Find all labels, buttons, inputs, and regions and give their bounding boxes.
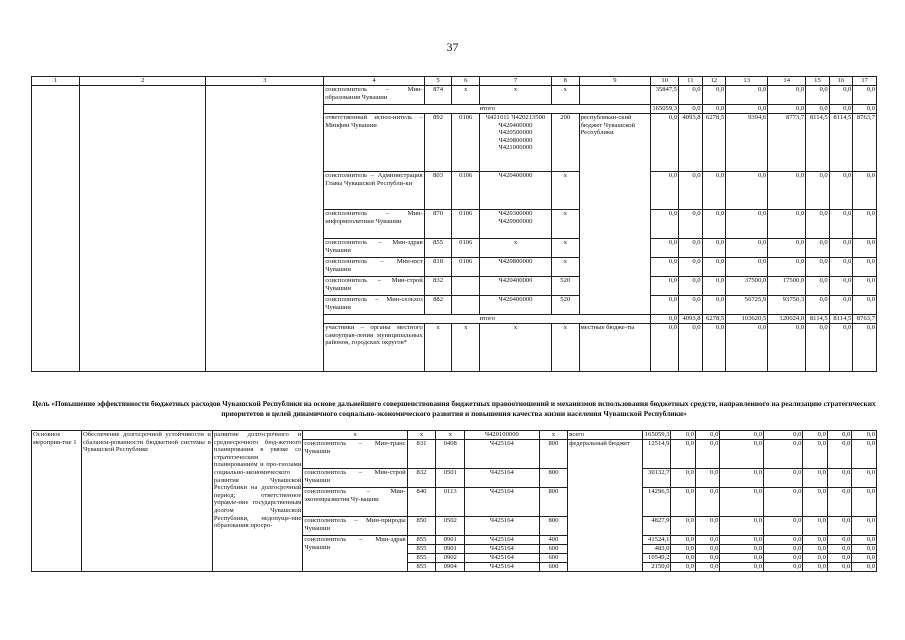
budget-table-bottom xyxy=(31,430,877,572)
amount-cell: 0,0 xyxy=(702,105,726,114)
amount-cell: 0,0 xyxy=(806,324,830,372)
amount-cell: 0,0 xyxy=(695,536,719,545)
amount-cell: 0,0 xyxy=(806,239,830,258)
gr-code-cell: 832 xyxy=(424,277,452,296)
amount-cell: 0,0 xyxy=(651,172,679,210)
section-code-cell: 0106 xyxy=(452,258,480,277)
gr-code-cell: 855 xyxy=(407,536,436,545)
expense-code-cell: 200 xyxy=(551,114,579,172)
amount-cell: 8114,5 xyxy=(806,315,830,324)
executor-cell: соисполнитель – Мин-природы Чувашии xyxy=(303,517,407,536)
amount-cell: 0,0 xyxy=(671,536,695,545)
amount-cell: 0,0 xyxy=(829,277,853,296)
amount-cell: 4093,8 xyxy=(679,114,703,172)
column-number-cell: 4 xyxy=(324,77,424,86)
column-number-cell: 3 xyxy=(206,77,324,86)
amount-cell: 120024,0 xyxy=(768,315,806,324)
expense-code-cell: x xyxy=(551,258,579,277)
section-code-cell: 0901 xyxy=(436,545,465,554)
amount-cell: 0,0 xyxy=(768,172,806,210)
amount-cell: 165059,3 xyxy=(642,431,671,440)
section-code-cell xyxy=(452,296,480,315)
amount-cell: 0,0 xyxy=(852,545,877,554)
amount-cell: 0,0 xyxy=(803,554,827,563)
executor-cell: соисполнитель – Мин-строй Чувашии xyxy=(303,469,407,488)
amount-cell: 483,0 xyxy=(642,545,671,554)
amount-cell: 0,0 xyxy=(702,258,726,277)
amount-cell: 0,0 xyxy=(803,545,827,554)
amount-cell: 8114,5 xyxy=(829,114,853,172)
total-label: итого xyxy=(324,105,651,114)
expense-code-cell: 800 xyxy=(539,488,568,517)
amount-cell: 0,0 xyxy=(853,324,877,372)
amount-cell: 0,0 xyxy=(726,324,768,372)
gr-code-cell: 832 xyxy=(407,469,436,488)
column-number-cell: 14 xyxy=(768,77,806,86)
amount-cell: 8763,7 xyxy=(853,114,877,172)
amount-cell: 0,0 xyxy=(651,239,679,258)
gr-code-cell: 840 xyxy=(407,488,436,517)
amount-cell: 0,0 xyxy=(806,210,830,239)
expense-code-cell: 800 xyxy=(539,517,568,536)
amount-cell: 0,0 xyxy=(829,239,853,258)
column-number-cell: 5 xyxy=(424,77,452,86)
source-cell: республикан-ский бюджет Чувашской Республики xyxy=(579,114,651,315)
amount-cell: 0,0 xyxy=(764,517,803,536)
expense-code-cell: 520 xyxy=(551,277,579,296)
expense-code-cell: 600 xyxy=(539,545,568,554)
column-number-cell: 2 xyxy=(80,77,206,86)
target-code-cell: Ч421011 Ч420213500 Ч420400000 Ч420500000 Ч420800000 Ч421000000 xyxy=(480,114,552,172)
amount-cell: 8114,5 xyxy=(806,114,830,172)
gr-code-cell: 855 xyxy=(424,239,452,258)
expense-code-cell: x xyxy=(539,431,568,440)
executor-cell: x xyxy=(303,431,407,440)
gr-code-cell: 855 xyxy=(407,545,436,554)
gr-code-cell: 803 xyxy=(424,172,452,210)
amount-cell: 0,0 xyxy=(651,114,679,172)
section-code-cell: 0106 xyxy=(452,172,480,210)
target-code-cell: Ч425164 xyxy=(465,517,539,536)
expense-code-cell: 520 xyxy=(551,296,579,315)
executor-cell: участники – органы местного самоуправ-ления муниципальных районов, городских округов* xyxy=(324,324,424,372)
amount-cell: 0,0 xyxy=(803,517,827,536)
empty-cell xyxy=(32,86,80,372)
expense-code-cell: x xyxy=(551,210,579,239)
amount-cell: 56725,9 xyxy=(726,296,768,315)
amount-cell: 0,0 xyxy=(726,258,768,277)
section-code-cell: 0902 xyxy=(436,554,465,563)
page-number: 37 xyxy=(446,40,459,54)
column-number-cell: 16 xyxy=(829,77,853,86)
column-number-cell: 11 xyxy=(679,77,703,86)
amount-cell: 0,0 xyxy=(764,440,803,469)
amount-cell: 0,0 xyxy=(768,210,806,239)
section-code-cell: 0106 xyxy=(452,114,480,172)
section-code-cell: x xyxy=(452,324,480,372)
amount-cell: 0,0 xyxy=(671,517,695,536)
amount-cell: 0,0 xyxy=(829,210,853,239)
measure-description-cell: развитие долгосрочного и среднесрочного бюд-жетного планирования в увязке со стратегическим планированием и про-гнозами социально-экономического развития Чувашской Республики на долгосрочный период; ответственное управле-ние государственным долгом Чувашской Республики, недопуще-ние образования просро- xyxy=(212,431,302,572)
amount-cell: 0,0 xyxy=(768,105,806,114)
amount-cell: 0,0 xyxy=(695,545,719,554)
executor-cell: соисполнитель – Мин-транс Чувашии xyxy=(303,440,407,469)
amount-cell: 14296,5 xyxy=(642,488,671,517)
target-code-cell: Ч425164 xyxy=(465,440,539,469)
amount-cell: 0,0 xyxy=(695,517,719,536)
measure-cell: Основное мероприя-тие 1 xyxy=(32,431,82,572)
amount-cell: 0,0 xyxy=(651,277,679,296)
target-code-cell: x xyxy=(480,324,552,372)
amount-cell: 0,0 xyxy=(671,440,695,469)
amount-cell: 0,0 xyxy=(671,431,695,440)
total-label: итого xyxy=(324,315,651,324)
section-code-cell: 0901 xyxy=(436,536,465,545)
amount-cell: 0,0 xyxy=(803,440,827,469)
column-number-cell: 10 xyxy=(651,77,679,86)
amount-cell: 0,0 xyxy=(679,296,703,315)
amount-cell: 0,0 xyxy=(726,105,768,114)
expense-code-cell: 400 xyxy=(539,536,568,545)
executor-cell: соисполнитель – Мин-образования Чувашии xyxy=(324,86,424,105)
expense-code-cell: 600 xyxy=(539,554,568,563)
amount-cell: 0,0 xyxy=(695,488,719,517)
source-cell xyxy=(579,86,651,105)
amount-cell: 0,0 xyxy=(720,431,764,440)
amount-cell: 0,0 xyxy=(806,105,830,114)
amount-cell: 0,0 xyxy=(829,105,853,114)
amount-cell: 0,0 xyxy=(827,563,851,572)
amount-cell: 0,0 xyxy=(853,258,877,277)
goal-heading: Цель «Повышение эффективности бюджетных расходов Чувашской Республики на основе дальнейшего совершенствования бюджетных правоотношений и механизмов использования бюджетных средств, направленного на реализацию стратегических приоритетов и целей динамичного социально-экономического развития и повышения качества жизни населения Чувашской Республики» xyxy=(32,399,876,418)
amount-cell: 0,0 xyxy=(671,563,695,572)
amount-cell: 0,0 xyxy=(679,86,703,105)
amount-cell: 0,0 xyxy=(695,469,719,488)
target-code-cell: Ч420100000 xyxy=(465,431,539,440)
section-code-cell: 0502 xyxy=(436,517,465,536)
amount-cell: 0,0 xyxy=(768,239,806,258)
amount-cell: 0,0 xyxy=(827,554,851,563)
amount-cell: 37500,0 xyxy=(726,277,768,296)
amount-cell: 0,0 xyxy=(720,440,764,469)
amount-cell: 0,0 xyxy=(853,277,877,296)
amount-cell: 0,0 xyxy=(702,239,726,258)
table-row xyxy=(32,431,877,440)
amount-cell: 0,0 xyxy=(651,324,679,372)
target-code-cell: Ч420800000 xyxy=(480,258,552,277)
amount-cell: 0,0 xyxy=(695,563,719,572)
target-code-cell: Ч425164 xyxy=(465,545,539,554)
amount-cell: 0,0 xyxy=(768,258,806,277)
amount-cell: 0,0 xyxy=(764,554,803,563)
amount-cell: 0,0 xyxy=(764,545,803,554)
column-number-cell: 9 xyxy=(579,77,651,86)
amount-cell: 6278,5 xyxy=(702,114,726,172)
empty-cell xyxy=(80,86,206,372)
amount-cell: 0,0 xyxy=(679,324,703,372)
measure-name-cell: Обеспечение долгосрочной устойчивости и сбаланси-рованности бюджетной системы в Чувашской Республике xyxy=(82,431,213,572)
amount-cell: 0,0 xyxy=(806,258,830,277)
source-cell: всего xyxy=(568,431,642,440)
amount-cell: 0,0 xyxy=(651,210,679,239)
amount-cell: 8763,7 xyxy=(853,315,877,324)
section-code-cell xyxy=(452,277,480,296)
amount-cell: 0,0 xyxy=(827,488,851,517)
column-number-cell: 12 xyxy=(702,77,726,86)
amount-cell: 9394,6 xyxy=(726,114,768,172)
amount-cell: 0,0 xyxy=(852,488,877,517)
executor-cell: соисполнитель – Администрация Главы Чувашской Республи-ки xyxy=(324,172,424,210)
amount-cell: 0,0 xyxy=(827,517,851,536)
expense-code-cell: 800 xyxy=(539,440,568,469)
column-number-cell: 1 xyxy=(32,77,80,86)
amount-cell: 0,0 xyxy=(803,536,827,545)
amount-cell: 0,0 xyxy=(853,105,877,114)
executor-cell: соисполнитель – Мин-здрав Чувашии xyxy=(324,239,424,258)
expense-code-cell: x xyxy=(551,172,579,210)
target-code-cell: Ч425164 xyxy=(465,554,539,563)
column-number-cell: 15 xyxy=(806,77,830,86)
target-code-cell: x xyxy=(480,239,552,258)
amount-cell: 0,0 xyxy=(853,239,877,258)
gr-code-cell: 870 xyxy=(424,210,452,239)
column-number-cell: 17 xyxy=(853,77,877,86)
amount-cell: 10549,2 xyxy=(642,554,671,563)
amount-cell: 0,0 xyxy=(720,545,764,554)
amount-cell: 0,0 xyxy=(803,431,827,440)
gr-code-cell: 882 xyxy=(424,296,452,315)
amount-cell: 0,0 xyxy=(726,210,768,239)
amount-cell: 30132,7 xyxy=(642,469,671,488)
amount-cell: 0,0 xyxy=(806,86,830,105)
column-number-cell: 8 xyxy=(551,77,579,86)
amount-cell: 165059,3 xyxy=(652,105,678,112)
target-code-cell: Ч425164 xyxy=(465,536,539,545)
amount-cell: 35847,5 xyxy=(651,86,679,105)
amount-cell: 4827,9 xyxy=(642,517,671,536)
amount-cell: 0,0 xyxy=(695,440,719,469)
amount-cell: 0,0 xyxy=(803,488,827,517)
amount-cell: 0,0 xyxy=(726,239,768,258)
amount-cell: 0,0 xyxy=(671,554,695,563)
amount-cell: 0,0 xyxy=(720,517,764,536)
amount-cell: 0,0 xyxy=(806,172,830,210)
source-cell: федеральный бюджет xyxy=(568,440,642,572)
amount-cell: 0,0 xyxy=(695,554,719,563)
expense-code-cell: x xyxy=(551,324,579,372)
amount-cell: 0,0 xyxy=(764,488,803,517)
amount-cell: 0,0 xyxy=(720,488,764,517)
amount-cell: 0,0 xyxy=(852,469,877,488)
column-number-row xyxy=(32,77,877,86)
executor-cell: соисполнитель – Мин-здрав Чувашии xyxy=(303,536,407,572)
amount-cell: 0,0 xyxy=(853,172,877,210)
amount-cell: 0,0 xyxy=(829,86,853,105)
amount-cell: 0,0 xyxy=(651,258,679,277)
amount-cell: 0,0 xyxy=(720,563,764,572)
amount-cell: 0,0 xyxy=(852,563,877,572)
amount-cell: 41524,1 xyxy=(642,536,671,545)
amount-cell: 0,0 xyxy=(679,172,703,210)
gr-code-cell: 874 xyxy=(424,86,452,105)
gr-code-cell: x xyxy=(424,324,452,372)
section-code-cell: x xyxy=(452,86,480,105)
gr-code-cell: 892 xyxy=(424,114,452,172)
amount-cell: 0,0 xyxy=(827,440,851,469)
amount-cell: 0,0 xyxy=(702,172,726,210)
amount-cell: 0,0 xyxy=(852,517,877,536)
amount-cell: 0,0 xyxy=(806,296,830,315)
amount-cell: 0,0 xyxy=(764,563,803,572)
amount-cell: 0,0 xyxy=(764,536,803,545)
amount-cell: 0,0 xyxy=(827,536,851,545)
amount-cell: 6278,5 xyxy=(702,315,726,324)
amount-cell: 0,0 xyxy=(829,258,853,277)
amount-cell: 0,0 xyxy=(827,469,851,488)
amount-cell: 0,0 xyxy=(852,536,877,545)
executor-cell: соисполнитель – Мин-информполитики Чувашии xyxy=(324,210,424,239)
amount-cell: 0,0 xyxy=(679,239,703,258)
amount-cell: 0,0 xyxy=(806,277,830,296)
column-number-cell: 6 xyxy=(452,77,480,86)
amount-cell: 0,0 xyxy=(695,431,719,440)
gr-code-cell: 850 xyxy=(407,517,436,536)
target-code-cell: Ч425164 xyxy=(465,488,539,517)
amount-cell: 0,0 xyxy=(679,258,703,277)
amount-cell: 0,0 xyxy=(702,277,726,296)
column-number-cell: 7 xyxy=(480,77,552,86)
source-cell: местные бюдже-ты xyxy=(579,324,651,372)
amount-cell: 0,0 xyxy=(803,469,827,488)
executor-cell: соисполнитель – Мин-сельхоз Чувашии xyxy=(324,296,424,315)
amount-cell: 0,0 xyxy=(702,296,726,315)
amount-cell: 0,0 xyxy=(671,545,695,554)
executor-cell: соисполнитель – Мин-строй Чувашии xyxy=(324,277,424,296)
gr-code-cell: x xyxy=(407,431,436,440)
target-code-cell: Ч420400000 xyxy=(480,172,552,210)
expense-code-cell: x xyxy=(551,239,579,258)
amount-cell: 0,0 xyxy=(829,324,853,372)
amount-cell: 2150,0 xyxy=(642,563,671,572)
amount-cell: 0,0 xyxy=(853,210,877,239)
expense-code-cell: 600 xyxy=(539,563,568,572)
amount-cell: 0,0 xyxy=(853,296,877,315)
target-code-cell: Ч420300000 Ч420900000 xyxy=(480,210,552,239)
amount-cell: 0,0 xyxy=(651,315,679,324)
section-code-cell: 0904 xyxy=(436,563,465,572)
gr-code-cell: 818 xyxy=(424,258,452,277)
executor-cell: соисполнитель – Мин-юст Чувашии xyxy=(324,258,424,277)
amount-cell: 0,0 xyxy=(679,210,703,239)
amount-cell: 0,0 xyxy=(829,172,853,210)
amount-cell: 0,0 xyxy=(852,554,877,563)
target-code-cell: Ч425164 xyxy=(465,469,539,488)
amount-cell: 103620,5 xyxy=(726,315,768,324)
section-code-cell: 0106 xyxy=(452,239,480,258)
target-code-cell: Ч425164 xyxy=(465,563,539,572)
amount-cell: 0,0 xyxy=(803,563,827,572)
amount-cell: 0,0 xyxy=(726,172,768,210)
amount-cell: 0,0 xyxy=(720,469,764,488)
amount-cell: 0,0 xyxy=(852,431,877,440)
executor-cell: соисполнитель – Мин-экономразвития Чу-вашии xyxy=(303,488,407,517)
amount-cell: 17500,0 xyxy=(768,277,806,296)
expense-code-cell: 800 xyxy=(539,469,568,488)
budget-table-top xyxy=(31,76,877,372)
amount-cell: 8114,5 xyxy=(829,315,853,324)
amount-cell: 0,0 xyxy=(651,296,679,315)
amount-cell: 0,0 xyxy=(702,210,726,239)
amount-cell: 0,0 xyxy=(768,324,806,372)
amount-cell: 0,0 xyxy=(827,545,851,554)
amount-cell: 0,0 xyxy=(720,554,764,563)
table-row xyxy=(32,86,877,105)
amount-cell: 0,0 xyxy=(764,431,803,440)
amount-cell: 0,0 xyxy=(720,536,764,545)
amount-cell: 0,0 xyxy=(852,440,877,469)
section-code-cell: 0106 xyxy=(452,210,480,239)
section-code-cell: 0113 xyxy=(436,488,465,517)
amount-cell: 0,0 xyxy=(853,86,877,105)
target-code-cell: Ч420400000 xyxy=(480,277,552,296)
amount-cell: 8773,7 xyxy=(768,114,806,172)
amount-cell: 0,0 xyxy=(671,469,695,488)
expense-code-cell: x xyxy=(551,86,579,105)
gr-code-cell: 855 xyxy=(407,563,436,572)
section-code-cell: 0501 xyxy=(436,469,465,488)
amount-cell: 93750,3 xyxy=(768,296,806,315)
amount-cell: 0,0 xyxy=(726,86,768,105)
executor-cell: ответственный испол-нитель – Минфин Чувашии xyxy=(324,114,424,172)
amount-cell: 0,0 xyxy=(702,324,726,372)
amount-cell: 0,0 xyxy=(679,105,703,114)
amount-cell: 0,0 xyxy=(764,469,803,488)
amount-cell: 0,0 xyxy=(827,431,851,440)
amount-cell: 0,0 xyxy=(768,86,806,105)
empty-cell xyxy=(206,86,324,372)
target-code-cell: Ч420400000 xyxy=(480,296,552,315)
target-code-cell: x xyxy=(480,86,552,105)
amount-cell: 4093,8 xyxy=(679,315,703,324)
amount-cell: 0,0 xyxy=(829,296,853,315)
amount-cell: 12514,9 xyxy=(642,440,671,469)
column-number-cell: 13 xyxy=(726,77,768,86)
section-code-cell: x xyxy=(436,431,465,440)
gr-code-cell: 831 xyxy=(407,440,436,469)
amount-cell: 0,0 xyxy=(671,488,695,517)
gr-code-cell: 855 xyxy=(407,554,436,563)
amount-cell: 0,0 xyxy=(702,86,726,105)
section-code-cell: 0408 xyxy=(436,440,465,469)
amount-cell: 0,0 xyxy=(679,277,703,296)
